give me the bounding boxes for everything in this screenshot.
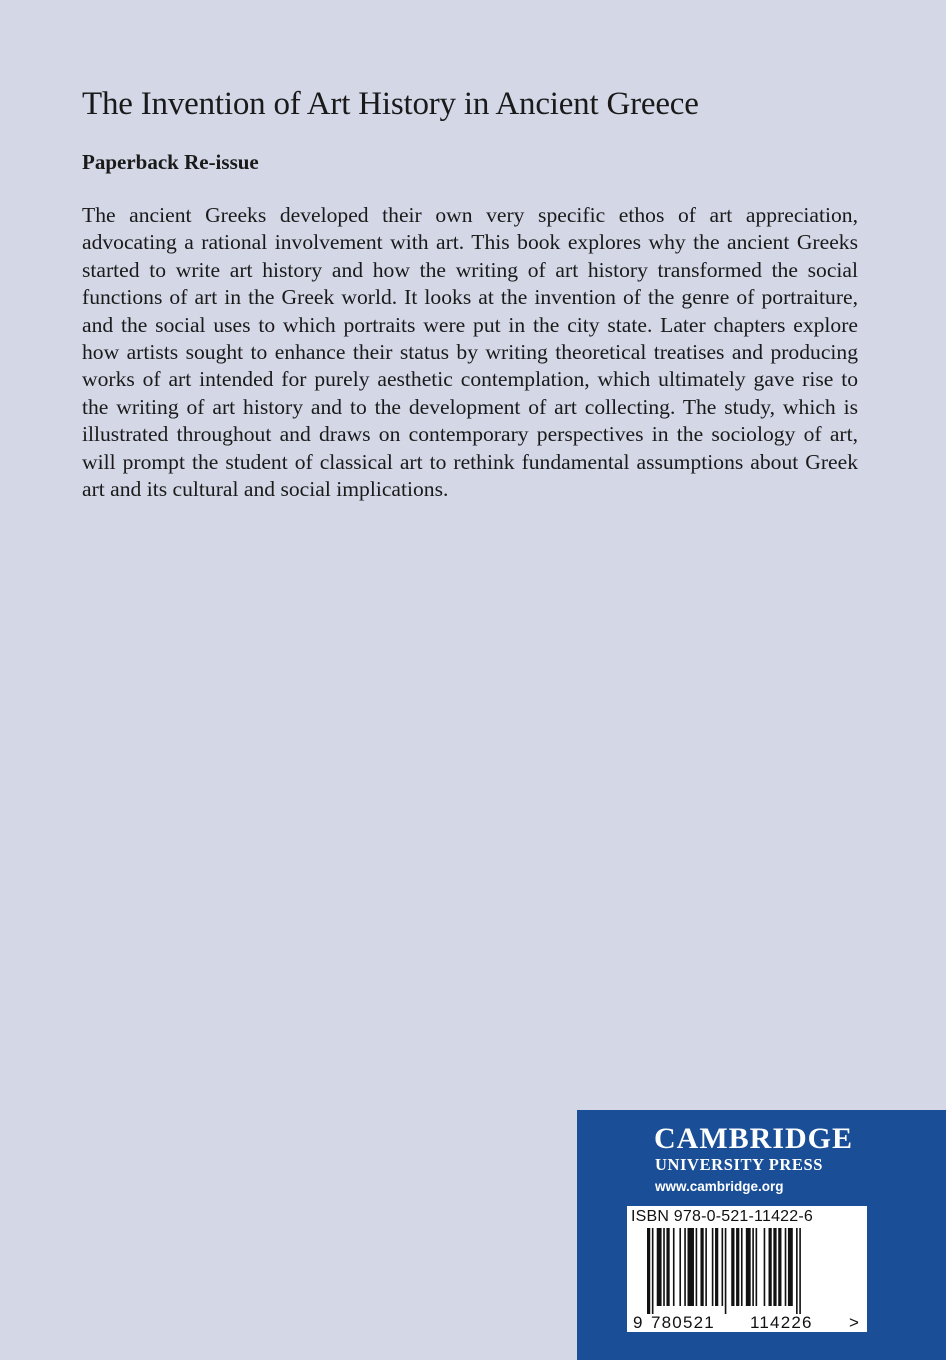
barcode-bar	[684, 1228, 686, 1306]
barcode-bar	[785, 1228, 787, 1306]
barcode-bar	[731, 1228, 734, 1306]
barcode-bar	[736, 1228, 739, 1306]
barcode-bar	[799, 1228, 801, 1314]
isbn-barcode	[627, 1206, 867, 1332]
barcode-left-digits: 780521	[651, 1313, 715, 1332]
publisher-url: www.cambridge.org	[655, 1179, 784, 1194]
barcode-bar	[769, 1228, 772, 1306]
barcode-bar	[741, 1228, 743, 1306]
barcode-bar	[666, 1228, 669, 1306]
barcode-bar	[722, 1228, 724, 1306]
publisher-name: CAMBRIDGE	[654, 1122, 854, 1155]
barcode-quiet-mark: >	[849, 1313, 859, 1332]
publisher-subname: UNIVERSITY PRESS	[655, 1155, 824, 1174]
barcode-bar	[746, 1228, 751, 1306]
barcode-bar	[647, 1228, 650, 1314]
barcode-bar	[696, 1228, 698, 1306]
publisher-panel	[577, 1110, 946, 1360]
barcode-bar	[663, 1228, 665, 1306]
barcode-bar	[778, 1228, 781, 1306]
barcode-bar	[673, 1228, 675, 1306]
barcode-bar	[688, 1228, 694, 1306]
barcode-bar	[712, 1228, 714, 1306]
barcode-bar	[679, 1228, 681, 1306]
book-description: The ancient Greeks developed their own very specific ethos of art appreciation, advocating a rational involvement with art. This book explores why the ancient Greeks started to write art history and how the writing of art history transformed the social functions of art in the Greek world. It looks at the invention of the genre of portraiture, and the social uses to which portraits were put in the city state. Later chapters explore how artists sought to enhance their status by writing theoretical treatises and producing works of art intended for purely aesthetic contemplation, which ultimately gave rise to the writing of art history and to the development of art collecting. The study, which is illustrated throughout and draws on contemporary perspectives in the sociology of art, will prompt the student of classical art to rethink fundamental assumptions about Greek art and its cultural and social implications.	[82, 203, 858, 502]
isbn-label: ISBN 978-0-521-11422-6	[631, 1208, 813, 1225]
barcode-right-digits: 114226	[750, 1313, 813, 1332]
barcode-bar	[705, 1228, 707, 1306]
barcode-bar	[657, 1228, 662, 1306]
barcode-lead-digit: 9	[633, 1313, 643, 1332]
barcode-bar	[752, 1228, 754, 1306]
barcode-bar	[764, 1228, 766, 1306]
barcode-bar	[788, 1228, 793, 1306]
barcode-bar	[652, 1228, 654, 1314]
barcode-bar	[725, 1228, 727, 1314]
barcode-bar	[715, 1228, 718, 1306]
book-title: The Invention of Art History in Ancient Greece	[82, 86, 699, 122]
barcode-bar	[773, 1228, 776, 1306]
edition-label: Paperback Re-issue	[82, 150, 259, 174]
barcode-bar	[700, 1228, 703, 1306]
barcode-bar	[796, 1228, 798, 1314]
barcode-graphic	[627, 1228, 867, 1332]
barcode-bar	[756, 1228, 758, 1306]
